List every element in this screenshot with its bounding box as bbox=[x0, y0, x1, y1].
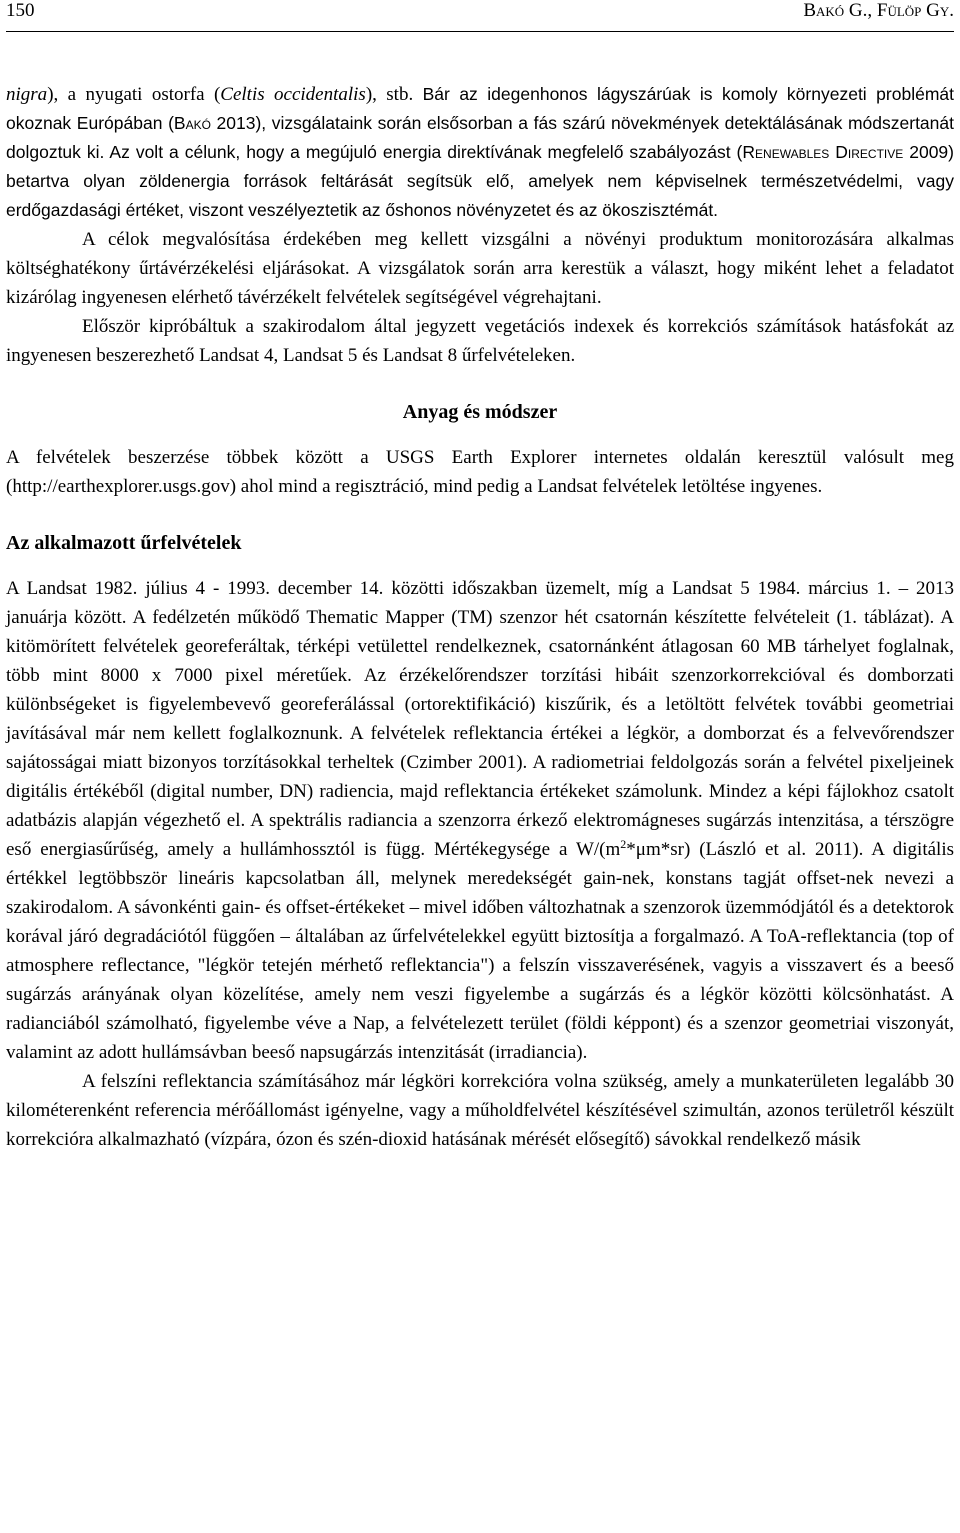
paragraph-intro bbox=[6, 80, 954, 225]
text-span: ), stb. bbox=[365, 84, 423, 105]
header-rule bbox=[6, 31, 954, 32]
paragraph-goals bbox=[6, 225, 954, 312]
page-number: 150 bbox=[6, 0, 35, 21]
citation-author: Bakó bbox=[173, 113, 211, 133]
text-span: 2009) betartva olyan zöldenergia források feltárását segítsük elő, amelyek nem képviselnek természetvédelmi, vagy erdőgazdasági értéket, viszont veszélyeztetik az őshonos növényzetet és az ökoszisztémát. bbox=[6, 142, 954, 220]
spacer bbox=[6, 501, 954, 529]
spacer bbox=[6, 427, 954, 443]
subsection-heading-images: Az alkalmazott űrfelvételek bbox=[6, 532, 242, 554]
paragraph-surface-reflectance bbox=[6, 1067, 954, 1154]
text-span: ), a nyugati ostorfa ( bbox=[47, 84, 221, 105]
text-span: Celtis occidentalis bbox=[220, 84, 366, 105]
running-head bbox=[6, 0, 954, 26]
spacer bbox=[6, 558, 954, 574]
paragraph-landsat bbox=[6, 574, 954, 1067]
superscript: 2 bbox=[620, 837, 627, 851]
text-span: nigra bbox=[6, 84, 48, 105]
text-span: 2013), vizsgálataink során elsősorban a fás szárú növekmények detektálásának módszertanát dolgoztuk ki. Az volt a célunk, hogy a megújuló energia direktívának megfelelő szabályozást ( bbox=[6, 113, 954, 162]
running-head-authors: Bakó G., Fülöp Gy. bbox=[803, 0, 954, 21]
paragraph-first-test bbox=[6, 312, 954, 370]
citation-author: Renewables Directive bbox=[742, 142, 904, 162]
text-span: Bár az idegenhonos lágyszárúak is komoly környezeti problémát okoznak Európában ( bbox=[6, 84, 954, 133]
text-span: Először kipróbáltuk a szakirodalom által jegyzett vegetációs indexek és korrekciós számítások hatásfokát az ingyenesen beszerezhető Landsat 4, Landsat 5 és Landsat 8 űrfelvételeken. bbox=[6, 316, 954, 366]
spacer bbox=[6, 370, 954, 398]
text-span: A Landsat 1982. július 4 - 1993. december 14. közötti időszakban üzemelt, míg a Landsat 5 1984. március 1. – 2013 januárja között. A fedélzetén működő Thematic Mapper (TM) szenzor hét csatornán készítette felvételeit (1. táblázat). A kitömörített felvételek georeferáltak, térképi vetülettel rendelkeznek, csatornánként átlagosan 60 MB tárhelyet foglalnak, több mint 8000 x 7000 pixel méretűek. Az érzékelőrendszer torzítási hibáit szenzorkorrekcióval és domborzati különbségeket is figyelembevevő georeferálással (ortorektifikáció) kiszűrik, és a letöltött felvétek további geometriai javításával már nem kellett foglalkoznunk. A felvételek reflektancia értékei a légkör, a domborzat és a felvevőrendszer sajátosságai miatt bizonyos torzításokkal terheltek (Czimber 2001). A radiometriai feldolgozás során a felvétel pixeljeinek digitális értékéből (digital number, DN) radiencia, majd reflektancia értékeket számolunk. Mindez a képi fájlokhoz csatolt adatbázis alapján végezhető el. A spektrális radiancia a szenzorra érkező elektromágneses sugárzás intenzitása, a térszögre eső energiasűrűség, amely a hullámhossztól is függ. Mértékegysége a W/(m bbox=[6, 578, 954, 860]
text-span: A felszíni reflektancia számításához már légköri korrekcióra volna szükség, amely a munkaterületen legalább 30 kilométerenként referencia mérőállomást igényelne, vagy a műholdfelvétel készítésével szimultán, azonos területről készült korrekcióra alkalmazható (vízpára, ózon és szén-dioxid hatásának mérését elősegítő) sávokkal rendelkező másik bbox=[6, 1071, 954, 1150]
paragraph-data-source bbox=[6, 443, 954, 501]
text-span: A célok megvalósítása érdekében meg kellett vizsgálni a növényi produktum monitorozására alkalmas költséghatékony űrtávérzékelési eljárásokat. A vizsgálatok során arra kerestük a választ, hogy miként lehet a feladatot kizárólag ingyenesen elérhető távérzékelt felvételek segítségével végrehajtani. bbox=[6, 229, 954, 308]
text-span: *μm*sr) (László et al. 2011). A digitális értékkel legtöbbször lineáris kapcsolatban áll, melynek meredekségét gain-nek, konstans tagját offset-nek nevezi a szakirodalom. A sávonkénti gain- és offset-értékeket – mivel időben változhatnak a szenzorok üzemmódjától és a detektorok korával járó degradációtól függően – általában az űrfelvételekkel együtt biztosítja a forgalmazó. A ToA-reflektancia (top of atmosphere reflectance, "légkör tetején mérhető reflektancia") a felszín visszaverésének, vagyis a visszavert és a beeső sugárzás arányának olyan közelítése, amely nem veszi figyelembe a sugárzás és a légkör közötti kölcsönhatást. A radianciából számolható, figyelembe véve a Nap, a felvételezett terület (földi képpont) és a szenzor geometriai viszonyát, valamint az adott hullámsávban beeső napsugárzás intenzitását (irradiancia). bbox=[6, 839, 954, 1063]
section-heading-methods: Anyag és módszer bbox=[402, 401, 558, 423]
body-text bbox=[6, 80, 954, 1154]
text-span: A felvételek beszerzése többek között a USGS Earth Explorer internetes oldalán keresztül valósult meg (http://earthexplorer.usgs.gov) ahol mind a regisztráció, mind pedig a Landsat felvételek letöltése ingyenes. bbox=[6, 447, 954, 497]
